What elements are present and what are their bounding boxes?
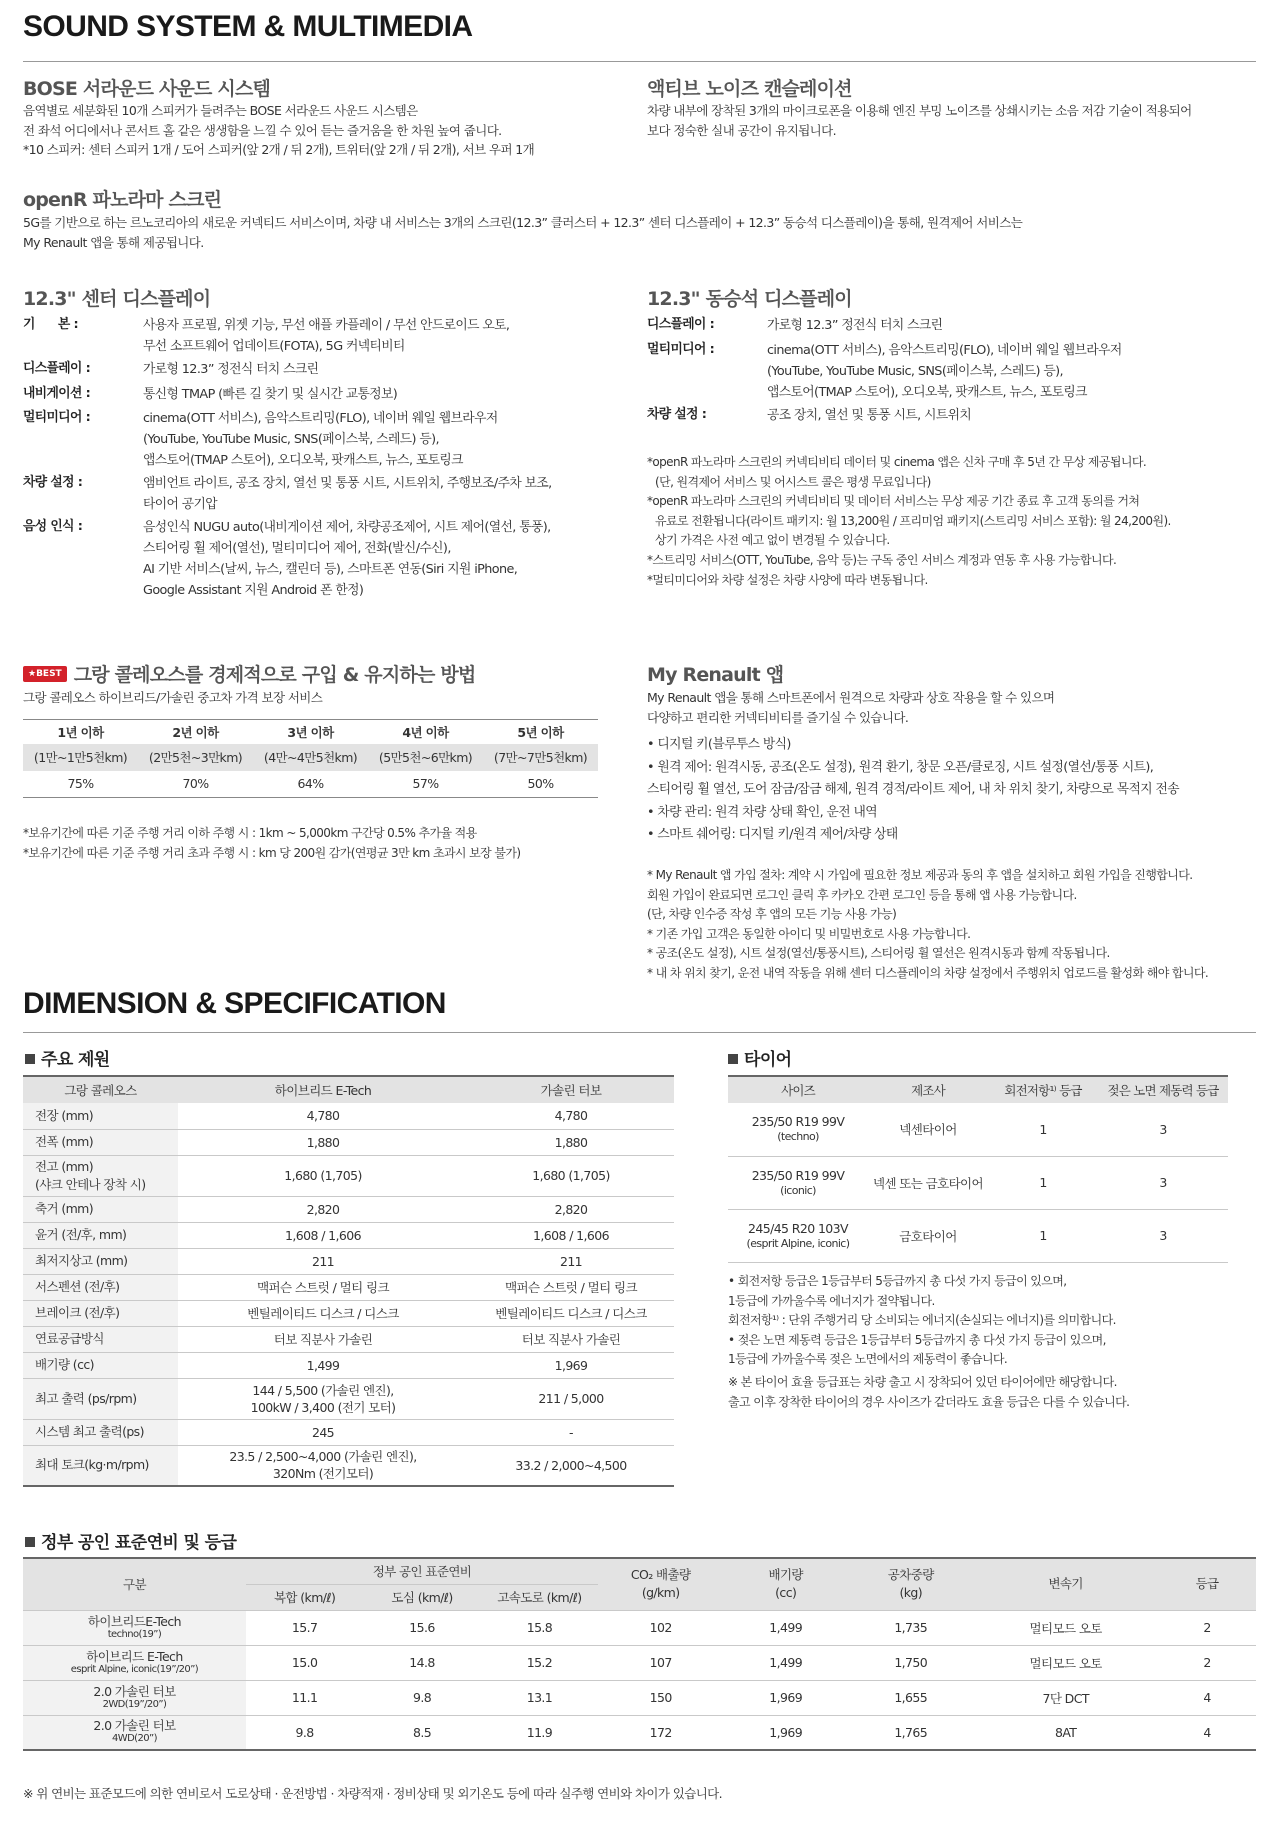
mileage-range: (1만~1만5천km) — [23, 744, 138, 771]
disp-value: 1,499 — [723, 1610, 848, 1645]
center-display-spec — [23, 313, 603, 601]
spec-key: 멀티미디어 : — [23, 410, 91, 425]
spec-key: 디스플레이 : — [23, 361, 91, 376]
bose-text: 음역별로 세분화된 10개 스피커가 들려주는 BOSE 서라운드 사운드 시스템은 전 좌석 어디에서나 콘서트 홀 같은 생생함을 느낄 수 있어 듣는 즐거움을 한 차원 높여 줍니다. *10 스피커: 센터 스피커 1개 / 도어 스피커(앞 2개 / 뒤 2개), 트위터(앞 2개 / 뒤 2개), 서브 우퍼 1개 — [23, 103, 535, 157]
resale-table — [23, 719, 598, 798]
city-value: 15.6 — [363, 1610, 480, 1645]
gasoline-value: 2,820 — [468, 1196, 674, 1222]
passenger-display-title: 12.3" 동승석 디스플레이 — [647, 288, 852, 310]
mileage-range: (2만5천~3만km) — [138, 744, 253, 771]
spec-value: cinema(OTT 서비스), 음악스트리밍(FLO), 네이버 웨일 웹브라우저 (YouTube, YouTube Music, SNS(페이스북, 스레드) 등), 앱스토어(TMAP 스토어), 오디오북, 팟캐스트, 뉴스, 포토링크 — [767, 342, 1122, 400]
co2-header: CO₂ 배출량 (g/km) — [598, 1558, 723, 1610]
row-label: 전고 (mm) (샤크 안테나 장착 시) — [23, 1155, 178, 1196]
period-header: 2년 이하 — [138, 720, 253, 744]
openr-notes: *openR 파노라마 스크린의 커넥티비티 데이터 및 cinema 앱은 신차 구매 후 5년 간 무상 제공됩니다. (단, 원격제어 서비스 및 어시스트 콜은 평생 무료입니다) *openR 파노라마 스크린의 커넥티비티 및 데이터 서비스는 무상 제공 기간 종료 후 고객 동의를 거쳐 유료로 전환됩니다(라이트 패키지: 월 13,200원 / 프리미엄 패키지(스트리밍 서비스 포함): 월 24,200원). 상기 가격은 사전 예고 없이 변경될 수 있습니다. *스트리밍 서비스(OTT, YouTube, 음악 등)는 구독 중인 서비스 계정과 연동 후 사용 가능합니다. *멀티미디어와 차량 설정은 차량 사양에 따라 변동됩니다. — [647, 455, 1171, 587]
city-value: 8.5 — [363, 1715, 480, 1750]
row-label: 시스템 최고 출력(ps) — [23, 1419, 178, 1445]
fuel-note: ※ 위 연비는 표준모드에 의한 연비로서 도로상태 · 운전방법 · 차량적재 · 정비상태 및 외기온도 등에 따라 실주행 연비와 차이가 있습니다. — [23, 1786, 723, 1801]
hybrid-value: 벤틸레이티드 디스크 / 디스크 — [178, 1300, 468, 1326]
gasoline-value: 1,969 — [468, 1352, 674, 1378]
spec-row — [23, 471, 603, 515]
co2-value: 150 — [598, 1680, 723, 1715]
table-row — [728, 1209, 1228, 1262]
anc-text: 차량 내부에 장착된 3개의 마이크로폰을 이용해 엔진 부밍 노이즈를 상쇄시키는 소음 저감 기술이 적용되어 보다 정숙한 실내 공간이 유지됩니다. — [647, 103, 1192, 138]
hybrid-value: 1,680 (1,705) — [178, 1155, 468, 1196]
grade-value: 2 — [1158, 1610, 1256, 1645]
tire-header: 제조사 — [868, 1076, 988, 1103]
table-row — [23, 1155, 674, 1196]
tire-wet: 3 — [1098, 1209, 1228, 1262]
trans-header: 변속기 — [973, 1558, 1158, 1610]
best-notes: *보유기간에 따른 기준 주행 거리 이하 주행 시 : 1km ~ 5,000km 구간당 0.5% 추가율 적용 *보유기간에 따른 기준 주행 거리 초과 주행 시 : km 당 200원 감가(연평균 3만 km 초과시 보장 불가) — [23, 826, 521, 860]
bose-title: BOSE 서라운드 사운드 시스템 — [23, 78, 271, 100]
spec-row — [23, 406, 603, 471]
spec-value: 음성인식 NUGU auto(내비게이션 제어, 차량공조제어, 시트 제어(열선, 통풍), 스티어링 휠 제어(열선), 멀티미디어 제어, 전화(발신/수신), AI 기반 서비스(날씨, 뉴스, 캘린더 등), 스마트폰 연동(Siri 지원 iPhone, Google Assistant 지원 Android 폰 한정) — [143, 520, 551, 598]
row-label: 전폭 (mm) — [23, 1129, 178, 1155]
disp-header: 배기량 (cc) — [723, 1558, 848, 1610]
table-row — [23, 1274, 674, 1300]
square-bullet-icon — [25, 1054, 35, 1064]
row-label: 서스펜션 (전/후) — [23, 1274, 178, 1300]
highway-value: 11.9 — [481, 1715, 598, 1750]
group-header: 구분 — [23, 1558, 246, 1610]
gasoline-value: 벤틸레이티드 디스크 / 디스크 — [468, 1300, 674, 1326]
gasoline-value: - — [468, 1419, 674, 1445]
tire-rr: 1 — [988, 1156, 1098, 1209]
combined-value: 15.0 — [246, 1645, 363, 1680]
row-label: 최저지상고 (mm) — [23, 1248, 178, 1274]
spec-value: cinema(OTT 서비스), 음악스트리밍(FLO), 네이버 웨일 웹브라우저 (YouTube, YouTube Music, SNS(페이스북, 스레드) 등), 앱스토어(TMAP 스토어), 오디오북, 팟캐스트, 뉴스, 포토링크 — [143, 411, 498, 468]
gasoline-value: 1,880 — [468, 1129, 674, 1155]
tire-size: 245/45 R20 103V (esprit Alpine, iconic) — [728, 1209, 868, 1262]
main-spec-title: 주요 제원 — [25, 1045, 110, 1070]
best-subtitle: 그랑 콜레오스 하이브리드/가솔린 중고차 가격 보장 서비스 — [23, 690, 323, 705]
highway-header: 고속도로 (km/ℓ) — [481, 1584, 598, 1610]
table-row — [728, 1156, 1228, 1209]
hybrid-value: 211 — [178, 1248, 468, 1274]
trans-value: 8AT — [973, 1715, 1158, 1750]
row-label: 전장 (mm) — [23, 1103, 178, 1129]
grade-value: 4 — [1158, 1680, 1256, 1715]
row-label: 최대 토크(kg·m/rpm) — [23, 1445, 178, 1486]
tire-header: 사이즈 — [728, 1076, 868, 1103]
table-row — [23, 1645, 1256, 1680]
highway-value: 13.1 — [481, 1680, 598, 1715]
spec-row — [23, 357, 603, 382]
myrenault-title: My Renault 앱 — [647, 664, 784, 686]
hybrid-value: 터보 직분사 가솔린 — [178, 1326, 468, 1352]
spec-value: 앰비언트 라이트, 공조 장치, 열선 및 통풍 시트, 시트위치, 주행보조/주차 보조, 타이어 공기압 — [143, 476, 552, 512]
hybrid-value: 1,608 / 1,606 — [178, 1222, 468, 1248]
gasoline-value: 1,680 (1,705) — [468, 1155, 674, 1196]
fuel-table — [23, 1557, 1256, 1751]
myrenault-notes: * My Renault 앱 가입 절차: 계약 시 가입에 필요한 정보 제공과 동의 후 앱을 설치하고 회원 가입을 진행합니다. 회원 가입이 완료되면 로그인 클릭 후 카카오 간편 로그인 등을 통해 앱 사용 가능합니다. (단, 차량 인수증 작성 후 앱의 모든 기능 사용 가능) * 기존 가입 고객은 동일한 아이디 및 비밀번호로 사용 가능합니다. * 공조(온도 설정), 시트 설정(열선/통풍시트), 스티어링 휠 열선은 원격시동과 함께 작동됩니다. * 내 차 위치 찾기, 운전 내역 작동을 위해 센터 디스플레이의 차량 설정에서 주행위치 업로드를 활성화 해야 합니다. — [647, 868, 1209, 980]
spec-key: 기 본 : — [23, 317, 79, 332]
table-row — [23, 1196, 674, 1222]
highway-value: 15.8 — [481, 1610, 598, 1645]
gasoline-value: 4,780 — [468, 1103, 674, 1129]
tire-size: 235/50 R19 99V (techno) — [728, 1103, 868, 1156]
fuel-title: 정부 공인 표준연비 및 등급 — [25, 1528, 236, 1553]
tire-size: 235/50 R19 99V (iconic) — [728, 1156, 868, 1209]
weight-value: 1,750 — [848, 1645, 973, 1680]
combined-value: 9.8 — [246, 1715, 363, 1750]
co2-value: 172 — [598, 1715, 723, 1750]
openr-title: openR 파노라마 스크린 — [23, 189, 222, 211]
city-value: 9.8 — [363, 1680, 480, 1715]
fuel-group-header: 정부 공인 표준연비 — [246, 1558, 598, 1584]
myrenault-intro: My Renault 앱을 통해 스마트폰에서 원격으로 차량과 상호 작용을 할 수 있으며 다양하고 편리한 커넥티비티를 즐기실 수 있습니다. — [647, 690, 1055, 725]
hybrid-value: 맥퍼슨 스트럿 / 멀티 링크 — [178, 1274, 468, 1300]
guarantee-rate: 64% — [253, 771, 368, 798]
center-display-title: 12.3" 센터 디스플레이 — [23, 288, 211, 310]
tire-wet: 3 — [1098, 1103, 1228, 1156]
best-badge: ★BEST — [23, 666, 67, 682]
model-name: 하이브리드 E-Tech esprit Alpine, iconic(19”/20”) — [23, 1645, 246, 1680]
weight-value: 1,735 — [848, 1610, 973, 1645]
disp-value: 1,499 — [723, 1645, 848, 1680]
row-label: 윤거 (전/후, mm) — [23, 1222, 178, 1248]
period-header: 4년 이하 — [368, 720, 483, 744]
gasoline-value: 211 / 5,000 — [468, 1378, 674, 1419]
hybrid-value: 144 / 5,500 (가솔린 엔진), 100kW / 3,400 (전기 모터) — [178, 1378, 468, 1419]
gasoline-value: 1,608 / 1,606 — [468, 1222, 674, 1248]
row-label: 연료공급방식 — [23, 1326, 178, 1352]
spec-row — [23, 313, 603, 357]
city-value: 14.8 — [363, 1645, 480, 1680]
combined-value: 11.1 — [246, 1680, 363, 1715]
trans-value: 멀티모드 오토 — [973, 1610, 1158, 1645]
table-row — [23, 1419, 674, 1445]
table-row — [23, 1300, 674, 1326]
table-row — [23, 1445, 674, 1486]
tire-maker: 넥센 또는 금호타이어 — [868, 1156, 988, 1209]
main-spec-table — [23, 1075, 674, 1487]
section-title-dimension: DIMENSION & SPECIFICATION — [23, 987, 446, 1020]
weight-header: 공차중량 (kg) — [848, 1558, 973, 1610]
myrenault-features: • 디지털 키(블루투스 방식) • 원격 제어: 원격시동, 공조(온도 설정), 원격 환기, 창문 오픈/클로징, 시트 설정(열선/통풍 시트), 스티어링 휠 열선, 도어 잠금/잠금 해제, 원격 경적/라이트 제어, 내 차 위치 찾기, 차량으로 목적지 전송 • 차량 관리: 원격 차량 상태 확인, 운전 내역 • 스마트 쉐어링: 디지털 키/원격 제어/차량 상태 — [647, 737, 1180, 842]
spec-header: 그랑 콜레오스 — [23, 1076, 178, 1103]
spec-value: 사용자 프로필, 위젯 기능, 무선 애플 카플레이 / 무선 안드로이드 오토, 무선 소프트웨어 업데이트(FOTA), 5G 커넥티비티 — [143, 318, 510, 354]
spec-row — [647, 338, 1247, 403]
table-row — [23, 1103, 674, 1129]
section-title-sound: SOUND SYSTEM & MULTIMEDIA — [23, 10, 473, 43]
combined-value: 15.7 — [246, 1610, 363, 1645]
table-row — [23, 1222, 674, 1248]
spec-row — [647, 313, 1247, 338]
spec-key: 멀티미디어 : — [647, 341, 715, 357]
period-header: 5년 이하 — [483, 720, 598, 744]
tire-title: 타이어 — [728, 1045, 791, 1070]
spec-row — [23, 382, 603, 407]
table-row — [23, 1680, 1256, 1715]
spec-key: 차량 설정 : — [647, 406, 707, 422]
row-label: 배기량 (cc) — [23, 1352, 178, 1378]
hybrid-value: 245 — [178, 1419, 468, 1445]
table-row — [23, 1378, 674, 1419]
table-row — [23, 1248, 674, 1274]
tire-header: 젖은 노면 제동력 등급 — [1098, 1076, 1228, 1103]
model-name: 2.0 가솔린 터보 4WD(20”) — [23, 1715, 246, 1750]
trans-value: 멀티모드 오토 — [973, 1645, 1158, 1680]
tire-rr: 1 — [988, 1209, 1098, 1262]
tire-wet: 3 — [1098, 1156, 1228, 1209]
gasoline-value: 211 — [468, 1248, 674, 1274]
disp-value: 1,969 — [723, 1680, 848, 1715]
best-title: ★BEST 그랑 콜레오스를 경제적으로 구입 & 유지하는 방법 — [23, 660, 475, 687]
tire-header: 회전저항¹⁾ 등급 — [988, 1076, 1098, 1103]
hybrid-value: 1,499 — [178, 1352, 468, 1378]
hybrid-value: 4,780 — [178, 1103, 468, 1129]
spec-row — [647, 403, 1247, 428]
city-header: 도심 (km/ℓ) — [363, 1584, 480, 1610]
spec-key: 음성 인식 : — [23, 519, 83, 534]
gasoline-value: 맥퍼슨 스트럿 / 멀티 링크 — [468, 1274, 674, 1300]
spec-value: 가로형 12.3” 정전식 터치 스크린 — [767, 318, 943, 333]
table-row — [23, 1352, 674, 1378]
grade-header: 등급 — [1158, 1558, 1256, 1610]
guarantee-rate: 57% — [368, 771, 483, 798]
divider — [23, 61, 1256, 62]
mileage-range: (5만5천~6만km) — [368, 744, 483, 771]
table-row — [728, 1103, 1228, 1156]
tire-rr: 1 — [988, 1103, 1098, 1156]
period-header: 3년 이하 — [253, 720, 368, 744]
grade-value: 4 — [1158, 1715, 1256, 1750]
passenger-display-spec — [647, 313, 1247, 427]
co2-value: 107 — [598, 1645, 723, 1680]
spec-value: 통신형 TMAP (빠른 길 찾기 및 실시간 교통정보) — [143, 386, 398, 402]
highway-value: 15.2 — [481, 1645, 598, 1680]
mileage-range: (7만~7만5천km) — [483, 744, 598, 771]
tire-maker: 넥센타이어 — [868, 1103, 988, 1156]
gasoline-value: 33.2 / 2,000~4,500 — [468, 1445, 674, 1486]
row-label: 축거 (mm) — [23, 1196, 178, 1222]
spec-key: 디스플레이 : — [647, 317, 715, 332]
row-label: 최고 출력 (ps/rpm) — [23, 1378, 178, 1419]
row-label: 브레이크 (전/후) — [23, 1300, 178, 1326]
tire-notes: • 회전저항 등급은 1등급부터 5등급까지 총 다섯 가지 등급이 있으며, 1등급에 가까울수록 에너지가 절약됩니다. 회전저항¹⁾ : 단위 주행거리 당 소비되는 에너지(손실되는 에너지)를 의미합니다. • 젖은 노면 제동력 등급은 1등급부터 5등급까지 총 다섯 가지 등급이 있으며, 1등급에 가까울수록 젖은 노면에서의 제동력이 좋습니다. ※ 본 타이어 효율 등급표는 차량 출고 시 장착되어 있던 타이어에만 해당합니다. 출고 이후 장착한 타이어의 경우 사이즈가 같더라도 효율 등급은 다를 수 있습니다. — [728, 1274, 1130, 1409]
openr-text: 5G를 기반으로 하는 르노코리아의 새로운 커넥티드 서비스이며, 차량 내 서비스는 3개의 스크린(12.3” 클러스터 + 12.3” 센터 디스플레이 + 12.3” 동승석 디스플레이)을 통해, 원격제어 서비스는 My Renault 앱을 통해 제공됩니다. — [23, 215, 1023, 250]
guarantee-rate: 50% — [483, 771, 598, 798]
spec-header: 가솔린 터보 — [468, 1076, 674, 1103]
spec-value: 공조 장치, 열선 및 통풍 시트, 시트위치 — [767, 407, 972, 423]
weight-value: 1,765 — [848, 1715, 973, 1750]
hybrid-value: 2,820 — [178, 1196, 468, 1222]
trans-value: 7단 DCT — [973, 1680, 1158, 1715]
tire-table — [728, 1075, 1228, 1263]
divider — [23, 1032, 1256, 1033]
anc-title: 액티브 노이즈 캔슬레이션 — [647, 78, 852, 100]
disp-value: 1,969 — [723, 1715, 848, 1750]
spec-row — [23, 515, 603, 601]
square-bullet-icon — [728, 1054, 738, 1064]
gasoline-value: 터보 직분사 가솔린 — [468, 1326, 674, 1352]
spec-header: 하이브리드 E-Tech — [178, 1076, 468, 1103]
tire-maker: 금호타이어 — [868, 1209, 988, 1262]
table-row — [23, 1715, 1256, 1750]
model-name: 하이브리드E-Tech techno(19”) — [23, 1610, 246, 1645]
table-row — [23, 1326, 674, 1352]
square-bullet-icon — [25, 1537, 35, 1547]
hybrid-value: 23.5 / 2,500~4,000 (가솔린 엔진), 320Nm (전기모터) — [178, 1445, 468, 1486]
table-row — [23, 1610, 1256, 1645]
model-name: 2.0 가솔린 터보 2WD(19”/20”) — [23, 1680, 246, 1715]
combined-header: 복합 (km/ℓ) — [246, 1584, 363, 1610]
weight-value: 1,655 — [848, 1680, 973, 1715]
grade-value: 2 — [1158, 1645, 1256, 1680]
period-header: 1년 이하 — [23, 720, 138, 744]
spec-key: 차량 설정 : — [23, 475, 83, 490]
hybrid-value: 1,880 — [178, 1129, 468, 1155]
guarantee-rate: 70% — [138, 771, 253, 798]
spec-value: 가로형 12.3” 정전식 터치 스크린 — [143, 362, 319, 377]
mileage-range: (4만~4만5천km) — [253, 744, 368, 771]
spec-key: 내비게이션 : — [23, 385, 91, 401]
guarantee-rate: 75% — [23, 771, 138, 798]
co2-value: 102 — [598, 1610, 723, 1645]
table-row — [23, 1129, 674, 1155]
